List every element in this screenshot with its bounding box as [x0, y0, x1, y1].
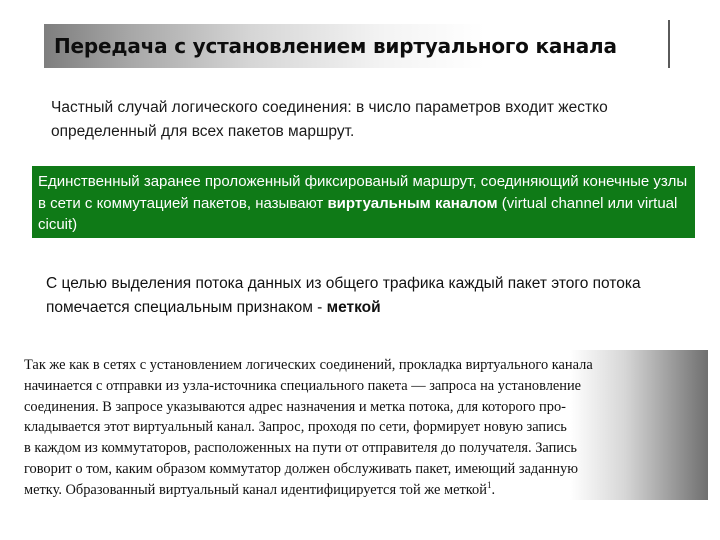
- definition-term: виртуальным каналом: [327, 194, 498, 212]
- scanned-excerpt-text: [24, 355, 708, 501]
- page-title: Передача с установлением виртуального канала: [54, 34, 617, 58]
- excerpt-line: начинается с отправки из узла-источника специального пакета — запроса на установление: [24, 377, 582, 394]
- excerpt-last-line: [24, 480, 708, 501]
- title-divider: [668, 20, 670, 68]
- excerpt-line: соединения. В запросе указываются адрес назначения и метка потока, для которого про-: [24, 398, 566, 415]
- excerpt-line: в каждом из коммутаторов, расположенных на пути от отправителя до получателя. Запись: [24, 440, 577, 457]
- intro-paragraph: Частный случай логического соединения: в число параметров входит жестко определенный для всех пакетов маршрут.: [51, 99, 608, 140]
- label-paragraph: [46, 272, 706, 320]
- excerpt-end-punct: .: [491, 481, 496, 498]
- excerpt-line: метку. Образованный виртуальный канал идентифицируется той же меткой: [24, 481, 487, 498]
- excerpt-line: Так же как в сетях с установлением логических соединений, прокладка виртуального канала: [24, 357, 593, 373]
- label-text-before: С целью выделения потока данных из общего трафика каждый пакет этого потока помечается специальным признаком -: [46, 275, 641, 316]
- definition-text-before: Единственный заранее проложенный фиксированый маршрут, соединяющий конечные узлы в сети с коммутацией пакетов, называют: [38, 173, 688, 212]
- label-term: меткой: [326, 299, 381, 316]
- definition-box: [32, 166, 695, 238]
- footnote-marker: 1: [486, 479, 492, 490]
- scanned-book-excerpt: [19, 350, 708, 500]
- definition-text-after: (virtual channel или virtual cicuit): [38, 194, 678, 233]
- excerpt-line: кладывается этот виртуальный канал. Запрос, проходя по сети, формирует новую запись: [24, 419, 567, 436]
- excerpt-line: говорит о том, каким образом коммутатор должен обслуживать пакет, имеющий заданную: [24, 460, 578, 477]
- title-banner: [44, 24, 656, 68]
